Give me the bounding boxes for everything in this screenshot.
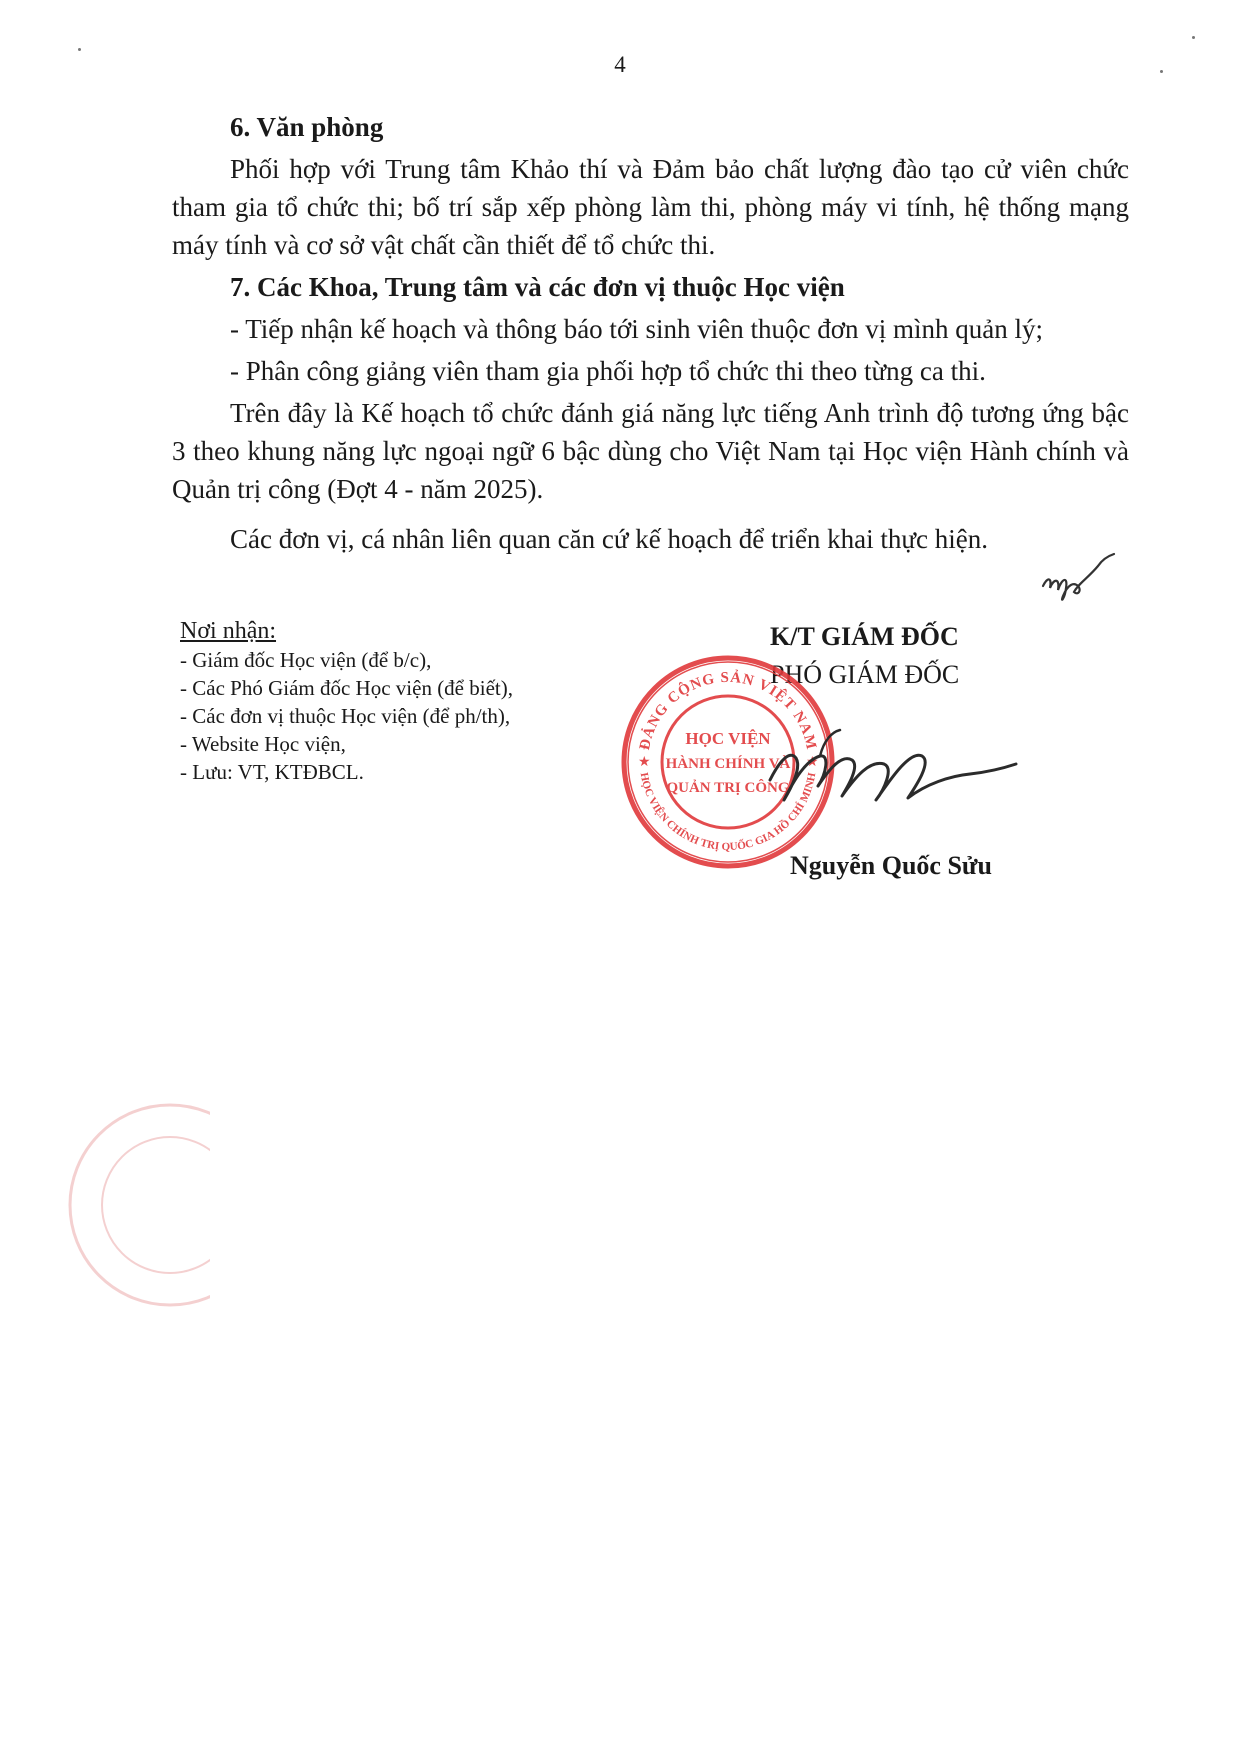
svg-text:HÀNH CHÍNH VÀ: HÀNH CHÍNH VÀ — [665, 756, 791, 772]
page-number: 4 — [614, 52, 626, 77]
section-heading: 7. Các Khoa, Trung tâm và các đơn vị thuộc Học viện — [230, 272, 845, 302]
section-paragraph: - Phân công giảng viên tham gia phối hợp tổ chức thi theo từng ca thi. — [230, 356, 986, 386]
recipient-item: - Các đơn vị thuộc Học viện (để ph/th), — [180, 704, 511, 728]
svg-text:HỌC VIỆN CHÍNH TRỊ QUỐC GIA HỒ: HỌC VIỆN CHÍNH TRỊ QUỐC GIA HỒ CHÍ MINH — [637, 771, 819, 854]
section-faculties — [172, 268, 1129, 390]
handwritten-initials-icon — [1038, 548, 1118, 608]
section-paragraph: Phối hợp với Trung tâm Khảo thí và Đảm bảo chất lượng đào tạo cử viên chức tham gia tổ chức thi; bố trí sắp xếp phòng làm thi, phòng máy vi tính, hệ thống mạng máy tính và cơ sở vật chất cần thiết để tổ chức thi. — [172, 154, 1129, 260]
section-heading: 6. Văn phòng — [230, 112, 384, 142]
recipient-item: - Website Học viện, — [180, 732, 346, 756]
scan-speck — [78, 48, 81, 51]
closing-paragraph: Trên đây là Kế hoạch tổ chức đánh giá năng lực tiếng Anh trình độ tương ứng bậc 3 theo khung năng lực ngoại ngữ 6 bậc dùng cho Việt Nam tại Học viện Hành chính và Quản trị công (Đợt 4 - năm 2025). — [172, 398, 1129, 504]
signatory-name: Nguyễn Quốc Sửu — [790, 851, 992, 880]
svg-text:★: ★ — [638, 755, 651, 770]
recipient-item: - Lưu: VT, KTĐBCL. — [180, 760, 364, 784]
signatory-title: K/T GIÁM ĐỐC — [770, 622, 959, 651]
section-paragraph: - Tiếp nhận kế hoạch và thông báo tới sinh viên thuộc đơn vị mình quản lý; — [230, 314, 1043, 344]
document-body — [172, 108, 1129, 562]
svg-text:★: ★ — [806, 755, 819, 770]
svg-text:HỌC VIỆN: HỌC VIỆN — [685, 729, 771, 748]
svg-text:QUẢN TRỊ CÔNG: QUẢN TRỊ CÔNG — [666, 780, 790, 796]
recipient-item: - Giám đốc Học viện (để b/c), — [180, 648, 432, 672]
closing-paragraph: Các đơn vị, cá nhân liên quan căn cứ kế hoạch để triển khai thực hiện. — [230, 524, 989, 554]
section-office — [172, 108, 1129, 264]
handwritten-signature-icon — [760, 720, 1020, 830]
recipients-block — [180, 616, 513, 786]
recipient-item: - Các Phó Giám đốc Học viện (để biết), — [180, 676, 513, 700]
signatory-role: PHÓ GIÁM ĐỐC — [770, 660, 960, 689]
faded-stamp-icon — [60, 1090, 210, 1320]
svg-text:ĐẢNG CỘNG SẢN VIỆT NAM: ĐẢNG CỘNG SẢN VIỆT NAM — [636, 669, 820, 752]
scan-speck — [1160, 70, 1163, 73]
scan-speck — [1192, 36, 1195, 39]
recipients-title: Nơi nhận: — [180, 618, 277, 644]
